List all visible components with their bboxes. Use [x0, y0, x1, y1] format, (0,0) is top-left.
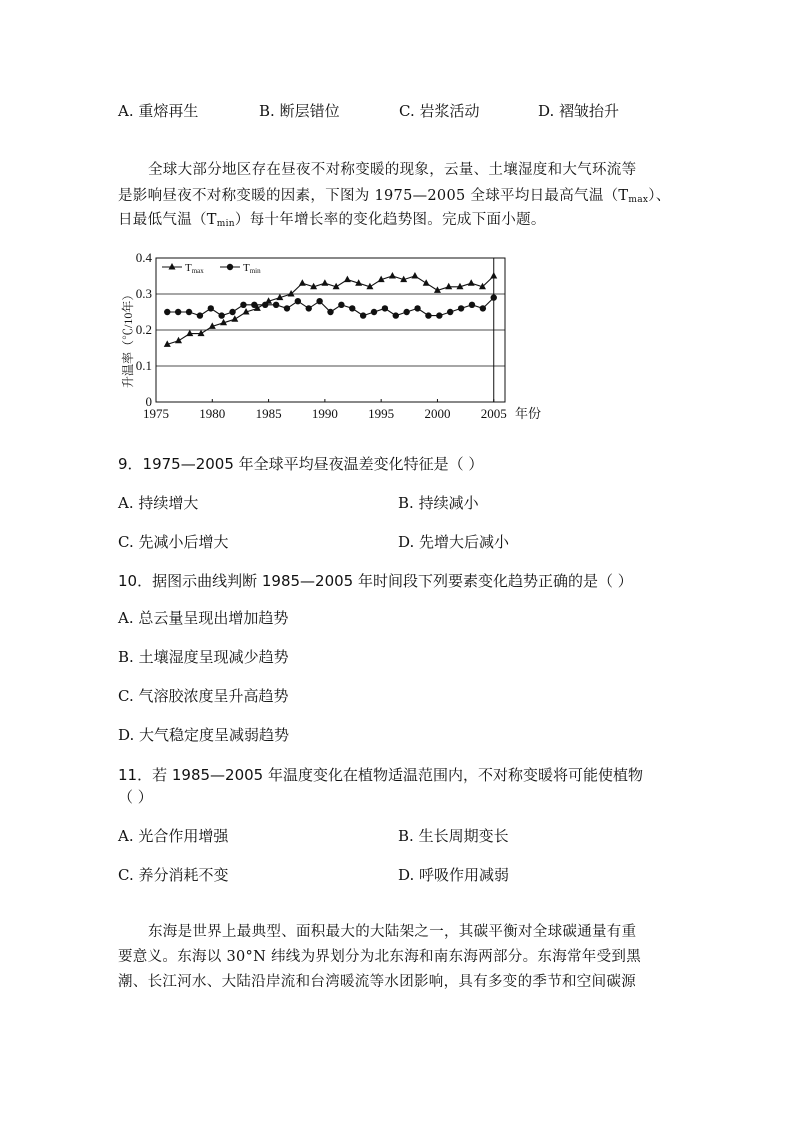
- option-letter: D.: [118, 726, 135, 744]
- option-text: 养分消耗不变: [138, 866, 229, 884]
- data-point-tmin: [491, 294, 497, 300]
- y-tick-label: 0: [145, 394, 152, 409]
- option-letter: B.: [398, 494, 414, 512]
- passage1-line3: [118, 208, 546, 229]
- data-point-tmin: [262, 302, 268, 308]
- data-point-tmax: [186, 330, 193, 337]
- option-letter: B.: [398, 827, 414, 845]
- x-tick-label: 1980: [199, 406, 226, 421]
- q8-option-b: [259, 100, 340, 121]
- data-point-tmin: [403, 309, 409, 315]
- data-point-tmax: [389, 272, 396, 279]
- passage1-line1: 全球大部分地区存在昼夜不对称变暖的现象，云量、土壤湿度和大气环流等: [148, 162, 637, 178]
- q11-option-a: [118, 825, 228, 846]
- y-tick-label: 0.2: [135, 322, 152, 337]
- data-point-tmin: [371, 309, 377, 315]
- q8-option-a: [118, 100, 198, 121]
- q11-stem-line2: （ ）: [118, 788, 153, 806]
- option-text: 土壤湿度呈现减少趋势: [138, 648, 289, 666]
- tmin-subscript: min: [216, 219, 235, 229]
- q8-option-c: [399, 100, 480, 121]
- option-text: 光合作用增强: [138, 827, 229, 845]
- data-point-tmax: [344, 276, 351, 283]
- q9-stem: 9．1975—2005 年全球平均昼夜温差变化特征是（ ）: [118, 455, 484, 473]
- data-point-tmin: [251, 302, 257, 308]
- legend-label-tmax: Tmax: [185, 262, 204, 275]
- data-point-tmin: [295, 298, 301, 304]
- q11-stem-line1: 11．若 1985—2005 年温度变化在植物适温范围内，不对称变暖将可能使植物: [118, 766, 643, 784]
- option-letter: C.: [118, 866, 134, 884]
- data-point-tmin: [436, 312, 442, 318]
- option-letter: C.: [118, 687, 134, 705]
- data-point-tmin: [327, 309, 333, 315]
- q11-option-c: [118, 864, 229, 885]
- option-text: 褶皱抬升: [559, 102, 620, 120]
- q11-option-b: [398, 825, 509, 846]
- data-point-tmin: [393, 312, 399, 318]
- option-letter: A.: [118, 827, 134, 845]
- data-point-tmax: [231, 315, 238, 322]
- y-tick-label: 0.4: [135, 250, 152, 265]
- data-point-tmax: [490, 272, 497, 279]
- q10-option-b: [118, 646, 289, 667]
- passage2-line3: 潮、长江河水、大陆沿岸流和台湾暖流等水团影响，具有多变的季节和空间碳源: [118, 974, 636, 990]
- passage1-line2: [118, 184, 671, 205]
- data-point-tmin: [186, 309, 192, 315]
- x-tick-label: 2005: [480, 406, 507, 421]
- data-point-tmin: [316, 298, 322, 304]
- option-text: 总云量呈现出增加趋势: [138, 609, 289, 627]
- option-letter: A.: [118, 609, 134, 627]
- option-text: 大气稳定度呈减弱趋势: [139, 726, 290, 744]
- passage2-line1: 东海是世界上最典型、面积最大的大陆架之一，其碳平衡对全球碳通量有重: [148, 924, 637, 940]
- option-text: 生长周期变长: [418, 827, 509, 845]
- data-point-tmax: [445, 283, 452, 290]
- data-point-tmax: [411, 272, 418, 279]
- temperature-chart: [112, 248, 552, 428]
- data-point-tmin: [349, 305, 355, 311]
- q10-stem: 10．据图示曲线判断 1985—2005 年时间段下列要素变化趋势正确的是（ ）: [118, 572, 633, 590]
- option-letter: D.: [398, 866, 415, 884]
- option-letter: A.: [118, 494, 134, 512]
- q10-option-c: [118, 685, 289, 706]
- passage1-line3-text: 日最低气温（T: [118, 212, 217, 228]
- data-point-tmin: [175, 309, 181, 315]
- option-text: 先减小后增大: [138, 533, 229, 551]
- data-point-tmin: [284, 305, 290, 311]
- option-text: 呼吸作用减弱: [419, 866, 510, 884]
- data-point-tmin: [469, 302, 475, 308]
- option-text: 气溶胶浓度呈升高趋势: [138, 687, 289, 705]
- data-point-tmin: [240, 302, 246, 308]
- x-tick-label: 1975: [143, 406, 169, 421]
- tmax-subscript: max: [628, 195, 649, 205]
- passage1-line2-end: ）、: [648, 188, 671, 204]
- option-letter: D.: [538, 102, 555, 120]
- legend-marker-tmin: [227, 264, 233, 270]
- data-point-tmax: [299, 279, 306, 286]
- data-point-tmin: [208, 305, 214, 311]
- option-text: 重熔再生: [138, 102, 199, 120]
- data-point-tmin: [458, 305, 464, 311]
- option-text: 持续增大: [138, 494, 199, 512]
- option-text: 持续减小: [418, 494, 479, 512]
- q10-option-d: [118, 724, 289, 745]
- data-point-tmin: [480, 305, 486, 311]
- data-point-tmin: [338, 302, 344, 308]
- q9-option-a: [118, 492, 198, 513]
- option-letter: B.: [118, 648, 134, 666]
- data-point-tmax: [468, 279, 475, 286]
- data-point-tmax: [321, 279, 328, 286]
- x-tick-label: 1985: [255, 406, 282, 421]
- data-point-tmin: [447, 309, 453, 315]
- q8-option-d: [538, 100, 619, 121]
- data-point-tmin: [197, 312, 203, 318]
- q9-option-b: [398, 492, 479, 513]
- option-letter: D.: [398, 533, 415, 551]
- q10-option-a: [118, 607, 288, 628]
- data-point-tmin: [360, 312, 366, 318]
- option-letter: B.: [259, 102, 275, 120]
- data-point-tmax: [198, 330, 205, 337]
- option-text: 岩浆活动: [419, 102, 480, 120]
- x-tick-label: 2000: [424, 406, 451, 421]
- data-point-tmax: [423, 279, 430, 286]
- option-letter: A.: [118, 102, 134, 120]
- q9-option-c: [118, 531, 229, 552]
- q11-option-d: [398, 864, 509, 885]
- passage1-line2-text: 是影响昼夜不对称变暖的因素，下图为 1975—2005 全球平均日最高气温（T: [118, 188, 629, 204]
- data-point-tmin: [229, 309, 235, 315]
- data-point-tmin: [382, 305, 388, 311]
- y-axis-label: 升温率（℃/10年）: [121, 288, 135, 388]
- passage1-line3-end: ）每十年增长率的变化趋势图。完成下面小题。: [234, 212, 546, 228]
- q9-option-d: [398, 531, 509, 552]
- passage2-line2: 要意义。东海以 30°N 纬线为界划分为北东海和南东海两部分。东海常年受到黑: [118, 949, 642, 965]
- data-point-tmin: [218, 312, 224, 318]
- data-point-tmin: [273, 302, 279, 308]
- data-point-tmin: [306, 305, 312, 311]
- x-tick-label: 1995: [368, 406, 395, 421]
- data-point-tmax: [175, 337, 182, 344]
- data-point-tmin: [164, 309, 170, 315]
- data-point-tmin: [414, 305, 420, 311]
- x-tick-label: 1990: [311, 406, 338, 421]
- y-tick-label: 0.3: [135, 286, 152, 301]
- x-axis-unit-label: 年份: [515, 407, 542, 422]
- option-letter: C.: [399, 102, 415, 120]
- option-letter: C.: [118, 533, 134, 551]
- data-point-tmin: [425, 312, 431, 318]
- option-text: 断层错位: [279, 102, 340, 120]
- y-tick-label: 0.1: [135, 358, 152, 373]
- legend-label-tmin: Tmin: [243, 262, 261, 275]
- option-text: 先增大后减小: [419, 533, 510, 551]
